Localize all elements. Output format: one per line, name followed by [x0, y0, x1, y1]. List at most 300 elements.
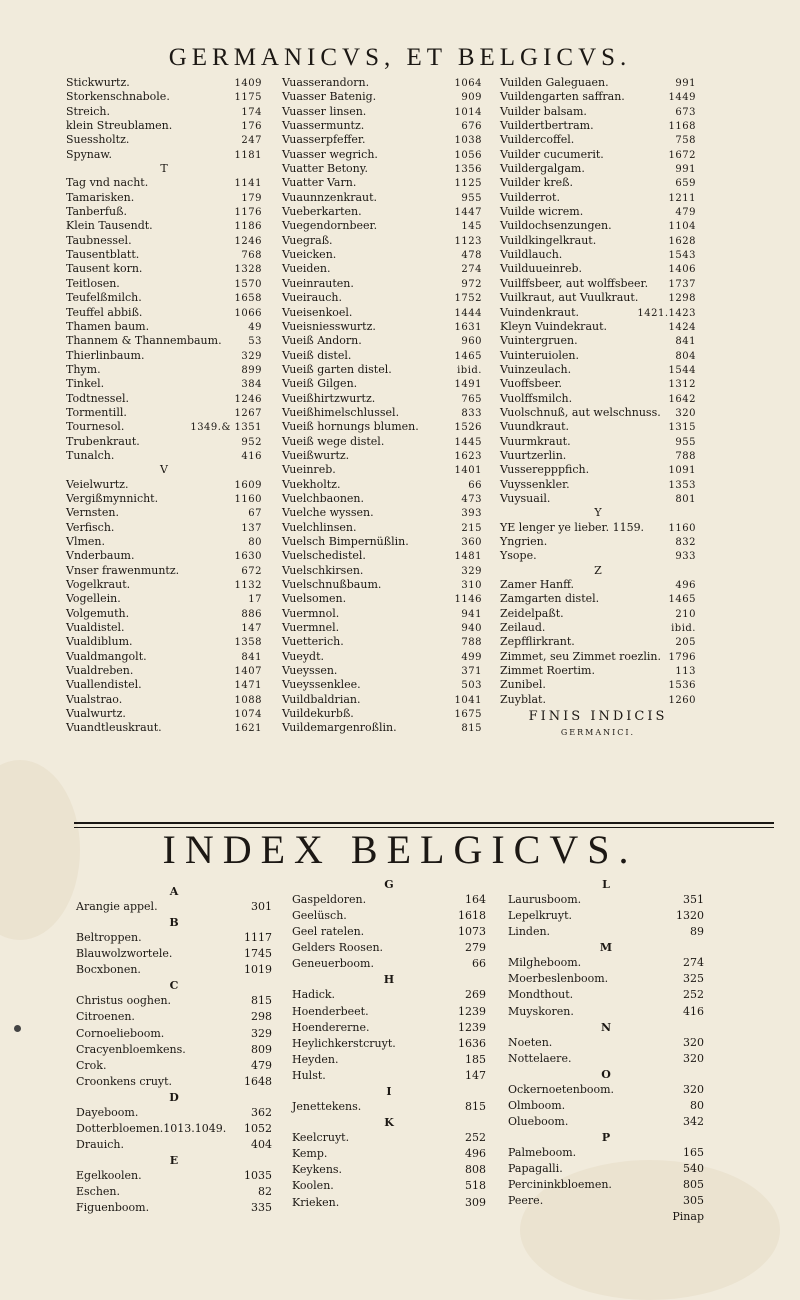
entry-page: 1088 [234, 694, 262, 706]
entry-term: Yngrien. [500, 535, 548, 548]
entry-term: Cornoelieboom. [76, 1026, 165, 1040]
entry-page: 274 [683, 956, 704, 970]
index-entry [282, 219, 482, 233]
section-letter: K [384, 1116, 394, 1130]
index-entry [292, 1036, 486, 1052]
index-entry [66, 349, 262, 363]
index-entry [66, 320, 262, 334]
index-entry [500, 119, 696, 133]
entry-term: Vuilduueinreb. [500, 262, 582, 276]
index-entry [282, 377, 482, 391]
germanicus-column-2 [282, 76, 482, 736]
index-entry [500, 334, 696, 348]
entry-term: Arangie appel. [76, 900, 158, 913]
entry-page: 832 [675, 537, 696, 548]
index-entry [66, 492, 262, 506]
section-letter: N [600, 1020, 612, 1034]
section-letter: C [169, 979, 179, 993]
entry-term: Thamen baum. [66, 319, 150, 333]
section-letter: B [169, 916, 179, 930]
entry-term: Taubnessel. [66, 233, 132, 247]
index-entry [500, 262, 696, 276]
entry-page: 1745 [244, 947, 272, 961]
index-entry [282, 334, 482, 348]
index-entry [76, 1042, 272, 1058]
entry-page: 478 [461, 250, 482, 262]
index-entry [282, 521, 482, 535]
entry-page: ibid. [457, 364, 482, 376]
index-entry [500, 219, 696, 233]
entry-term: Percininkbloemen. [508, 1178, 612, 1192]
index-entry [66, 277, 262, 291]
entry-term: Vuelsomen. [282, 592, 347, 606]
entry-term: Volgemuth. [66, 606, 130, 620]
index-entry [508, 971, 704, 987]
entry-term: Vuildekurbß. [282, 707, 354, 721]
entry-page: 1298 [668, 293, 696, 305]
entry-page: 1358 [234, 637, 262, 649]
belgicus-column-3 [508, 877, 704, 1224]
index-entry [282, 148, 482, 162]
entry-term: Egelkoolen. [76, 1169, 142, 1183]
index-entry [500, 76, 696, 90]
entry-page: 496 [465, 1147, 486, 1161]
entry-term: Vueiß Andorn. [282, 334, 362, 348]
entry-term: Vuildertbertram. [500, 119, 594, 133]
entry-term: Suessholtz. [66, 133, 130, 147]
entry-page: 1141 [234, 178, 262, 190]
entry-term: Tausent korn. [66, 262, 143, 276]
entry-term: Tanberfuß. [66, 205, 127, 219]
entry-term: Vuekholtz. [282, 477, 341, 491]
index-entry [282, 592, 482, 606]
entry-page: 815 [461, 723, 482, 735]
index-entry [282, 535, 482, 549]
index-entry [66, 334, 262, 348]
index-entry [282, 478, 482, 492]
index-entry [76, 1200, 272, 1216]
index-entry [66, 234, 262, 248]
section-title: INDEX BELGICVS. [162, 827, 638, 872]
entry-term: Vuilderrot. [500, 190, 560, 204]
index-entry [500, 148, 696, 162]
index-entry [292, 1195, 486, 1211]
index-entry [508, 1161, 704, 1177]
index-entry [500, 435, 696, 449]
entry-term: klein Streublamen. [66, 119, 173, 133]
entry-page: 1349.& 1351 [190, 422, 262, 434]
entry-term: Keelcruyt. [292, 1131, 350, 1145]
entry-term: Muyskoren. [508, 1004, 574, 1018]
entry-page: 174 [241, 106, 262, 118]
entry-page: 1543 [668, 250, 696, 262]
index-entry [500, 392, 696, 406]
index-entry [500, 191, 696, 205]
entry-term: Noeten. [508, 1035, 553, 1049]
entry-page: 1356 [454, 164, 482, 176]
entry-term: Vueißhimelschlussel. [282, 405, 400, 419]
entry-term: Vualwurtz. [66, 707, 126, 721]
entry-term: Vuildergalgam. [500, 162, 585, 176]
entry-page: 1491 [454, 379, 482, 391]
finis-subtitle: GERMANICI. [560, 728, 636, 738]
entry-page: 1186 [234, 221, 262, 233]
entry-page: 1056 [454, 149, 482, 161]
index-entry [508, 955, 704, 971]
entry-page: 1211 [668, 192, 696, 204]
index-entry [76, 946, 272, 962]
index-entry [508, 1082, 704, 1098]
index-entry [282, 693, 482, 707]
entry-page: 809 [251, 1042, 272, 1056]
index-entry [500, 205, 696, 219]
entry-term: Zamer Hanff. [500, 578, 575, 592]
entry-term: Vueinreb. [282, 463, 336, 477]
index-entry [500, 664, 696, 678]
entry-page: 955 [461, 192, 482, 204]
entry-term: Spynaw. [66, 147, 113, 161]
entry-page: 1421.1423 [637, 307, 696, 319]
entry-page: 518 [465, 1179, 486, 1193]
entry-page: 676 [461, 121, 482, 133]
entry-page: 17 [248, 594, 262, 606]
index-entry [282, 721, 482, 735]
section-letter: H [383, 973, 395, 987]
entry-page: 801 [675, 493, 696, 505]
index-entry [282, 320, 482, 334]
entry-page: 1320 [676, 909, 704, 923]
entry-page: 252 [465, 1131, 486, 1145]
entry-page: 416 [683, 1004, 704, 1018]
entry-page: 1445 [454, 436, 482, 448]
entry-page: 1019 [244, 963, 272, 977]
index-entry [76, 993, 272, 1009]
index-entry [282, 635, 482, 649]
entry-term: Teuffel abbiß. [66, 305, 143, 319]
entry-page: 1104 [668, 221, 696, 233]
entry-page: 1465 [454, 350, 482, 362]
entry-term: Tamarisken. [66, 190, 135, 204]
index-entry [66, 621, 262, 635]
entry-page: 1260 [668, 694, 696, 706]
entry-page: 1407 [234, 666, 262, 678]
entry-page: 1168 [668, 121, 696, 133]
entry-page: 1628 [668, 235, 696, 247]
entry-term: Olmboom. [508, 1098, 566, 1112]
index-entry [66, 248, 262, 262]
entry-page: 252 [683, 988, 704, 1002]
index-entry [282, 248, 482, 262]
entry-term: Citroenen. [76, 1010, 135, 1024]
index-entry [66, 406, 262, 420]
entry-term: Geelüsch. [292, 909, 347, 923]
entry-term: Hoenderbeet. [292, 1004, 369, 1018]
entry-term: Vernsten. [66, 506, 119, 520]
index-entry [282, 564, 482, 578]
entry-page: 1175 [234, 92, 262, 104]
entry-page: 351 [683, 893, 704, 906]
index-entry [66, 306, 262, 320]
entry-term: Vuildochsenzungen. [500, 219, 612, 233]
index-entry [292, 1178, 486, 1194]
index-entry [282, 435, 482, 449]
index-entry [500, 420, 696, 434]
entry-term: Vuelschedistel. [282, 549, 366, 563]
entry-term: Koolen. [292, 1179, 334, 1193]
entry-page: 1066 [234, 307, 262, 319]
entry-page: 540 [683, 1162, 704, 1176]
entry-page: 1444 [454, 307, 482, 319]
entry-page: 362 [251, 1105, 272, 1119]
entry-page: 1672 [668, 149, 696, 161]
entry-page: 768 [241, 250, 262, 262]
entry-page: 1052 [244, 1122, 272, 1136]
index-entry [500, 105, 696, 119]
entry-term: Vuinzeulach. [500, 362, 572, 376]
entry-term: Figuenboom. [76, 1201, 150, 1215]
index-entry [500, 320, 696, 334]
entry-term: Vueisenkoel. [282, 305, 353, 319]
entry-page: 210 [675, 608, 696, 620]
index-entry [282, 162, 482, 176]
entry-term: Vueiß wege distel. [282, 434, 385, 448]
entry-term: Vuelschnußbaum. [282, 578, 382, 592]
entry-page: 1636 [458, 1036, 486, 1050]
entry-term: Vnderbaum. [66, 549, 135, 563]
entry-term: Hulst. [292, 1068, 326, 1082]
entry-page: 1648 [244, 1074, 272, 1088]
index-entry [66, 119, 262, 133]
entry-page: 1117 [244, 931, 272, 945]
entry-term: Christus ooghen. [76, 994, 172, 1008]
index-entry [282, 578, 482, 592]
index-entry [66, 76, 262, 90]
entry-term: Dayeboom. [76, 1105, 139, 1119]
section-letter: D [169, 1090, 179, 1104]
entry-term: Teufelßmilch. [66, 291, 142, 305]
entry-term: Vuetterich. [282, 635, 344, 649]
entry-term: Thannem & Thannembaum. [66, 334, 222, 348]
section-letter: G [384, 878, 394, 891]
entry-term: Vuundkraut. [500, 420, 570, 434]
index-entry [282, 420, 482, 434]
entry-page: 80 [248, 537, 262, 548]
entry-page: 1796 [668, 651, 696, 663]
entry-page: 841 [675, 336, 696, 348]
entry-page: 80 [690, 1098, 704, 1112]
entry-term: Zeidelpaßt. [500, 606, 564, 620]
section-letter: L [602, 878, 610, 891]
entry-term: Beltroppen. [76, 931, 142, 945]
index-entry [282, 406, 482, 420]
belgicus-column-1 [76, 884, 272, 1217]
index-entry [76, 1168, 272, 1184]
entry-term: Tournesol. [66, 420, 125, 434]
index-entry [292, 1130, 486, 1146]
entry-page: 185 [465, 1052, 486, 1066]
entry-page: 113 [675, 666, 696, 678]
entry-term: Vuinteruiolen. [500, 348, 579, 362]
entry-term: Zimmet, seu Zimmet roezlin. [500, 649, 661, 663]
entry-term: Vuermnel. [282, 621, 340, 635]
entry-term: Vuasser linsen. [282, 104, 367, 118]
index-entry [76, 930, 272, 946]
entry-term: Vogellein. [66, 592, 121, 606]
entry-page: 788 [461, 637, 482, 649]
entry-page: 1465 [668, 594, 696, 606]
entry-term: Vueydt. [282, 649, 325, 663]
index-entry [282, 549, 482, 563]
entry-page: 1073 [458, 925, 486, 939]
index-entry [292, 956, 486, 972]
entry-page: 1401 [454, 465, 482, 477]
entry-page: 1449 [668, 92, 696, 104]
entry-term: Laurusboom. [508, 893, 582, 906]
index-entry [508, 1114, 704, 1130]
index-entry [500, 478, 696, 492]
entry-term: Papagalli. [508, 1162, 563, 1176]
index-entry [292, 1004, 486, 1020]
index-entry [66, 449, 262, 463]
entry-page: 1618 [458, 909, 486, 923]
entry-page: 329 [461, 565, 482, 577]
entry-page: 1246 [234, 393, 262, 405]
entry-page: 1675 [454, 709, 482, 721]
index-entry [66, 148, 262, 162]
index-entry [500, 291, 696, 305]
entry-term: Vuatter Varn. [282, 176, 357, 190]
index-entry [292, 1099, 486, 1115]
entry-page: 1267 [234, 407, 262, 419]
entry-page: 66 [472, 957, 486, 971]
index-entry [282, 607, 482, 621]
entry-page: 1074 [234, 709, 262, 721]
entry-term: Thierlinbaum. [66, 348, 145, 362]
index-entry [292, 1068, 486, 1084]
entry-page: 1312 [668, 379, 696, 391]
entry-term: Verfisch. [66, 520, 115, 534]
entry-term: Vuelchlinsen. [282, 520, 357, 534]
index-entry [76, 899, 272, 915]
entry-term: Vuatter Betony. [282, 162, 368, 176]
entry-term: Blauwolzwortele. [76, 947, 173, 961]
entry-term: Vuaunnzenkraut. [282, 190, 378, 204]
index-entry [282, 306, 482, 320]
index-entry [66, 564, 262, 578]
entry-page: 815 [251, 994, 272, 1008]
entry-page: 342 [683, 1115, 704, 1129]
entry-page: 329 [241, 350, 262, 362]
entry-page: 899 [241, 364, 262, 376]
entry-page: 496 [675, 580, 696, 592]
index-entry [66, 578, 262, 592]
entry-term: Vuolffsmilch. [500, 391, 573, 405]
index-entry [500, 492, 696, 506]
index-entry [500, 549, 696, 563]
entry-page: 1041 [454, 694, 482, 706]
entry-term: Vuassermuntz. [282, 119, 365, 133]
entry-page: 1526 [454, 422, 482, 434]
section-letter: O [601, 1067, 611, 1081]
entry-term: Moerbeslenboom. [508, 972, 609, 986]
entry-term: Vuilder kreß. [500, 176, 573, 190]
index-entry [282, 449, 482, 463]
index-entry [500, 650, 696, 664]
entry-term: Zunibel. [500, 678, 546, 692]
entry-page: 960 [461, 336, 482, 348]
entry-term: Veielwurtz. [66, 477, 129, 491]
index-entry [282, 205, 482, 219]
index-entry [292, 940, 486, 956]
entry-term: Vuelschkirsen. [282, 563, 364, 577]
index-entry [508, 908, 704, 924]
entry-page: 673 [675, 106, 696, 118]
index-entry [282, 191, 482, 205]
entry-term: Vuegendornbeer. [282, 219, 378, 233]
index-entry [66, 205, 262, 219]
entry-page: 1447 [454, 207, 482, 219]
index-entry [76, 1137, 272, 1153]
index-entry [76, 1184, 272, 1200]
entry-term: Heyden. [292, 1052, 339, 1066]
entry-page: 952 [241, 436, 262, 448]
entry-term: Hadick. [292, 988, 336, 1002]
index-entry [66, 549, 262, 563]
entry-page: 335 [251, 1201, 272, 1215]
entry-page: 1160 [668, 522, 696, 534]
section-letter: V [160, 463, 168, 477]
entry-page: 804 [675, 350, 696, 362]
entry-term: Vueiß hornungs blumen. [282, 420, 419, 434]
entry-term: YE lenger ye lieber. 1159. [500, 520, 645, 534]
entry-term: Kemp. [292, 1147, 328, 1161]
entry-term: Geel ratelen. [292, 925, 365, 939]
index-entry [66, 693, 262, 707]
index-entry [76, 1009, 272, 1025]
entry-page: 1176 [234, 207, 262, 219]
index-entry [66, 262, 262, 276]
entry-term: Thym. [66, 362, 101, 376]
entry-page: 320 [683, 1082, 704, 1096]
entry-term: Vuildercoffel. [500, 133, 575, 147]
entry-page: 1181 [234, 149, 262, 161]
entry-page: 758 [675, 135, 696, 147]
entry-term: Hoendererne. [292, 1020, 370, 1034]
entry-page: 503 [461, 680, 482, 692]
entry-page: 1623 [454, 450, 482, 462]
entry-page: 1409 [234, 78, 262, 89]
entry-page: 1123 [454, 235, 482, 247]
entry-term: Geneuerboom. [292, 957, 374, 971]
entry-page: 325 [683, 972, 704, 986]
entry-term: Vuildkingelkraut. [500, 233, 597, 247]
index-entry [500, 306, 696, 320]
entry-page: 1353 [668, 479, 696, 491]
ink-dot [14, 1025, 21, 1032]
entry-page: 360 [461, 537, 482, 548]
entry-term: Streich. [66, 104, 110, 118]
entry-page: 89 [690, 925, 704, 939]
entry-term: Vergißmynnicht. [66, 491, 159, 505]
section-letter: I [386, 1085, 392, 1099]
entry-page: 815 [465, 1100, 486, 1114]
entry-term: Milgheboom. [508, 956, 582, 970]
entry-page: 329 [251, 1026, 272, 1040]
entry-term: Linden. [508, 925, 551, 939]
entry-page: 1424 [668, 321, 696, 333]
entry-term: Vuilder cucumerit. [500, 147, 604, 161]
entry-page: 147 [241, 623, 262, 635]
